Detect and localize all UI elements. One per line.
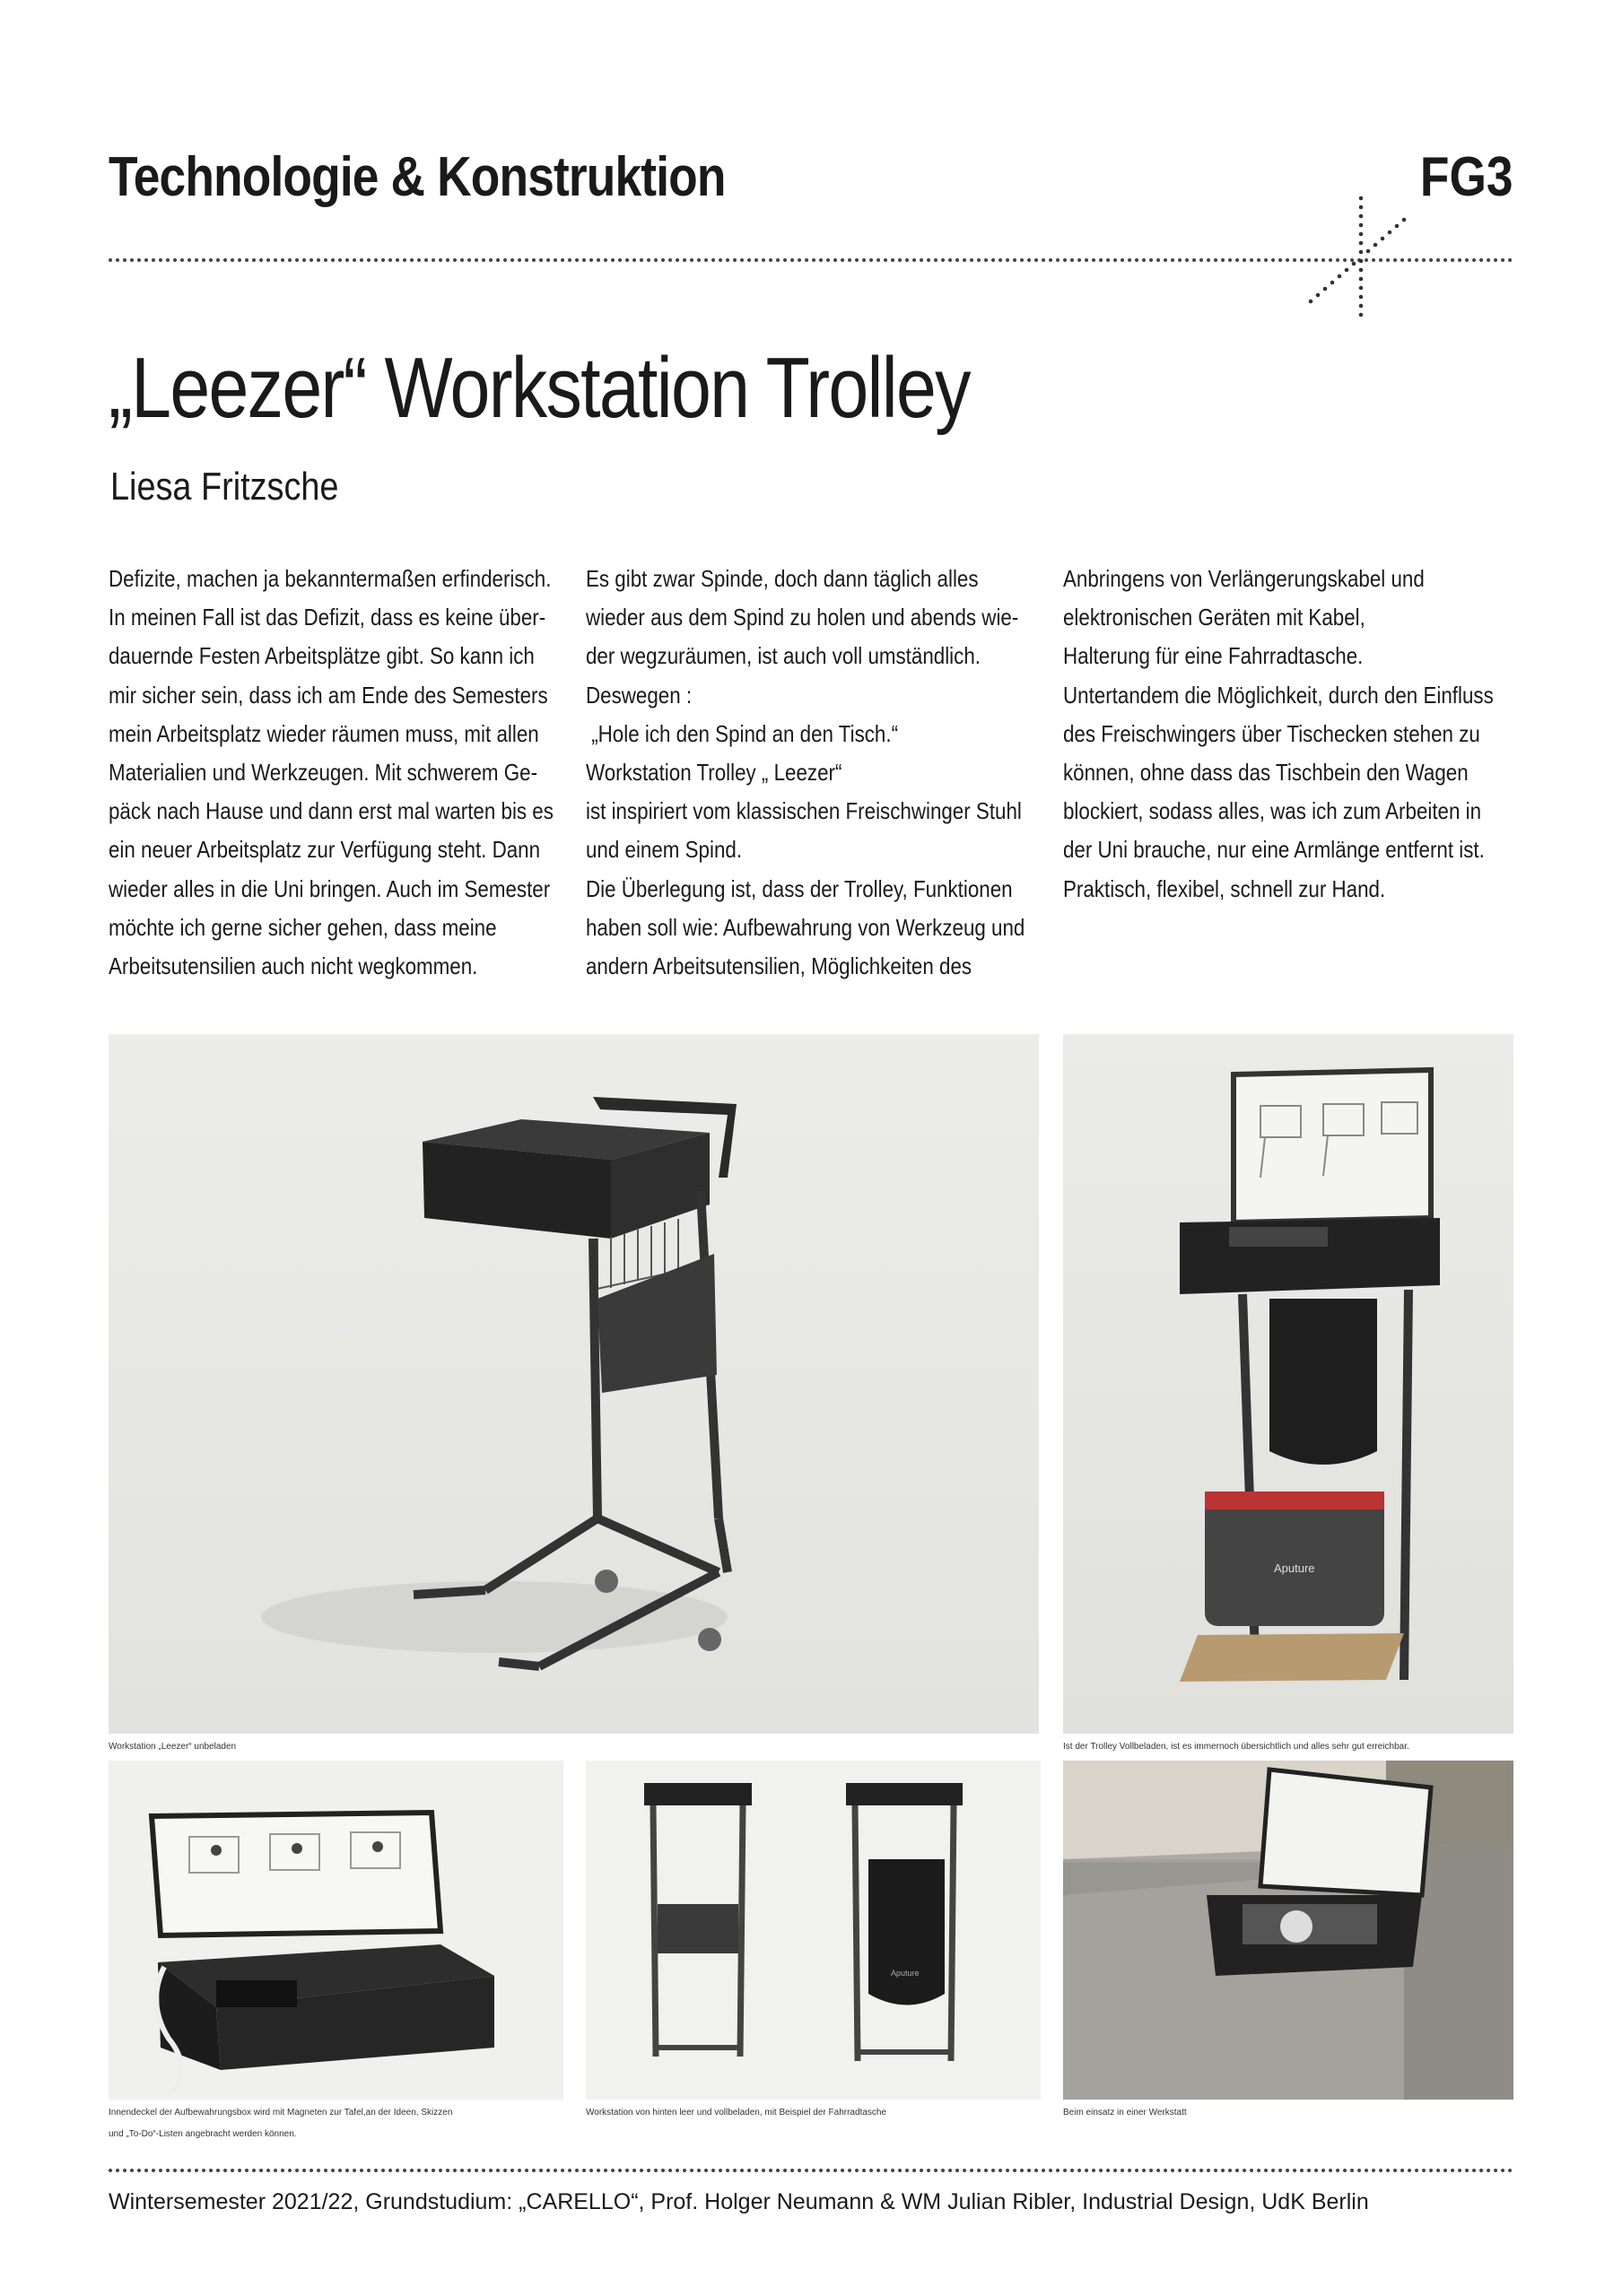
- text-line: andern Arbeitsutensilien, Möglichkeiten des: [586, 952, 972, 980]
- text-line: der Uni brauche, nur eine Armlänge entfernt ist.: [1063, 836, 1485, 864]
- text-line: elektronischen Geräten mit Kabel,: [1063, 604, 1365, 631]
- text-line: Halterung für eine Fahrradtasche.: [1063, 642, 1364, 670]
- footer-credits: Wintersemester 2021/22, Grundstudium: „CARELLO“, Prof. Holger Neumann & WM Julian Ribler, Industrial Design, UdK Berlin: [109, 2189, 1369, 2214]
- text-line: Es gibt zwar Spinde, doch dann täglich alles: [586, 565, 979, 592]
- photo-lid-detail: [109, 1761, 563, 2100]
- text-line: Anbringens von Verlängerungskabel und: [1063, 565, 1425, 592]
- text-line: Deswegen :: [586, 681, 693, 709]
- text-line: In meinen Fall ist das Defizit, dass es keine über-: [109, 604, 546, 631]
- text-line: „Hole ich den Spind an den Tisch.“: [586, 719, 899, 747]
- text-line: dauernde Festen Arbeitsplätze gibt. So kann ich: [109, 642, 535, 670]
- photo-trolley-back: [586, 1761, 1041, 2100]
- text-line: Defizite, machen ja bekanntermaßen erfinderisch.: [109, 565, 552, 592]
- text-line: blockiert, sodass alles, was ich zum Arbeiten in: [1063, 797, 1482, 825]
- bottom-divider: [109, 2169, 1513, 2172]
- text-line: päck nach Hause und dann erst mal warten bis es: [109, 797, 554, 825]
- top-divider: [109, 258, 1513, 262]
- caption-photo-3-line-2: und „To-Do“-Listen angebracht werden können.: [109, 2129, 297, 2139]
- text-line: Materialien und Werkzeugen. Mit schwerem Ge-: [109, 759, 538, 787]
- text-line: und einem Spind.: [586, 836, 743, 864]
- text-line: der wegzuräumen, ist auch voll umständlich.: [586, 642, 981, 670]
- caption-photo-3-line-1: Innendeckel der Aufbewahrungsbox wird mit Magneten zur Tafel,an der Ideen, Skizzen: [109, 2108, 453, 2118]
- photo-trolley-empty: [109, 1034, 1039, 1734]
- text-line: mein Arbeitsplatz wieder räumen muss, mit allen: [109, 719, 539, 747]
- text-line: möchte ich gerne sicher gehen, dass meine: [109, 913, 497, 941]
- caption-photo-2: Ist der Trolley Vollbeladen, ist es immernoch übersichtlich und alles sehr gut erreichbar.: [1063, 1742, 1409, 1752]
- text-line: Die Überlegung ist, dass der Trolley, Funktionen: [586, 874, 1013, 902]
- text-line: des Freischwingers über Tischecken stehen zu: [1063, 719, 1480, 747]
- text-line: mir sicher sein, dass ich am Ende des Semesters: [109, 681, 548, 709]
- text-line: haben soll wie: Aufbewahrung von Werkzeug und: [586, 913, 1025, 941]
- photo-trolley-loaded: [1063, 1034, 1513, 1734]
- section-code: FG3: [1420, 146, 1513, 208]
- text-line: wieder aus dem Spind zu holen und abends wie-: [586, 604, 1019, 631]
- bag-brand-label: Aputure: [1274, 1561, 1315, 1575]
- text-line: können, ohne dass das Tischbein den Wagen: [1063, 759, 1469, 787]
- text-column-2: [586, 560, 1043, 986]
- text-line: Workstation Trolley „ Leezer“: [586, 759, 842, 787]
- text-line: ein neuer Arbeitsplatz zur Verfügung steht. Dann: [109, 836, 541, 864]
- photo-workshop: [1063, 1761, 1513, 2100]
- bag-brand-label-back: Aputure: [891, 1969, 920, 1978]
- project-title: „Leezer“ Workstation Trolley: [109, 340, 970, 436]
- caption-photo-4: Workstation von hinten leer und vollbeladen, mit Beispiel der Fahrradtasche: [586, 2108, 886, 2118]
- caption-photo-1: Workstation „Leezer“ unbeladen: [109, 1742, 237, 1752]
- text-line: Arbeitsutensilien auch nicht wegkommen.: [109, 952, 478, 980]
- star-ornament-icon: [1305, 193, 1413, 323]
- text-line: Praktisch, flexibel, schnell zur Hand.: [1063, 874, 1386, 902]
- text-line: Untertandem die Möglichkeit, durch den Einfluss: [1063, 681, 1494, 709]
- caption-photo-5: Beim einsatz in einer Werkstatt: [1063, 2108, 1187, 2118]
- text-line: ist inspiriert vom klassischen Freischwinger Stuhl: [586, 797, 1022, 825]
- text-column-3: [1063, 560, 1521, 909]
- author-name: Liesa Fritzsche: [110, 465, 339, 509]
- text-column-1: [109, 560, 566, 986]
- text-line: wieder alles in die Uni bringen. Auch im Semester: [109, 874, 551, 902]
- section-title: Technologie & Konstruktion: [109, 146, 726, 208]
